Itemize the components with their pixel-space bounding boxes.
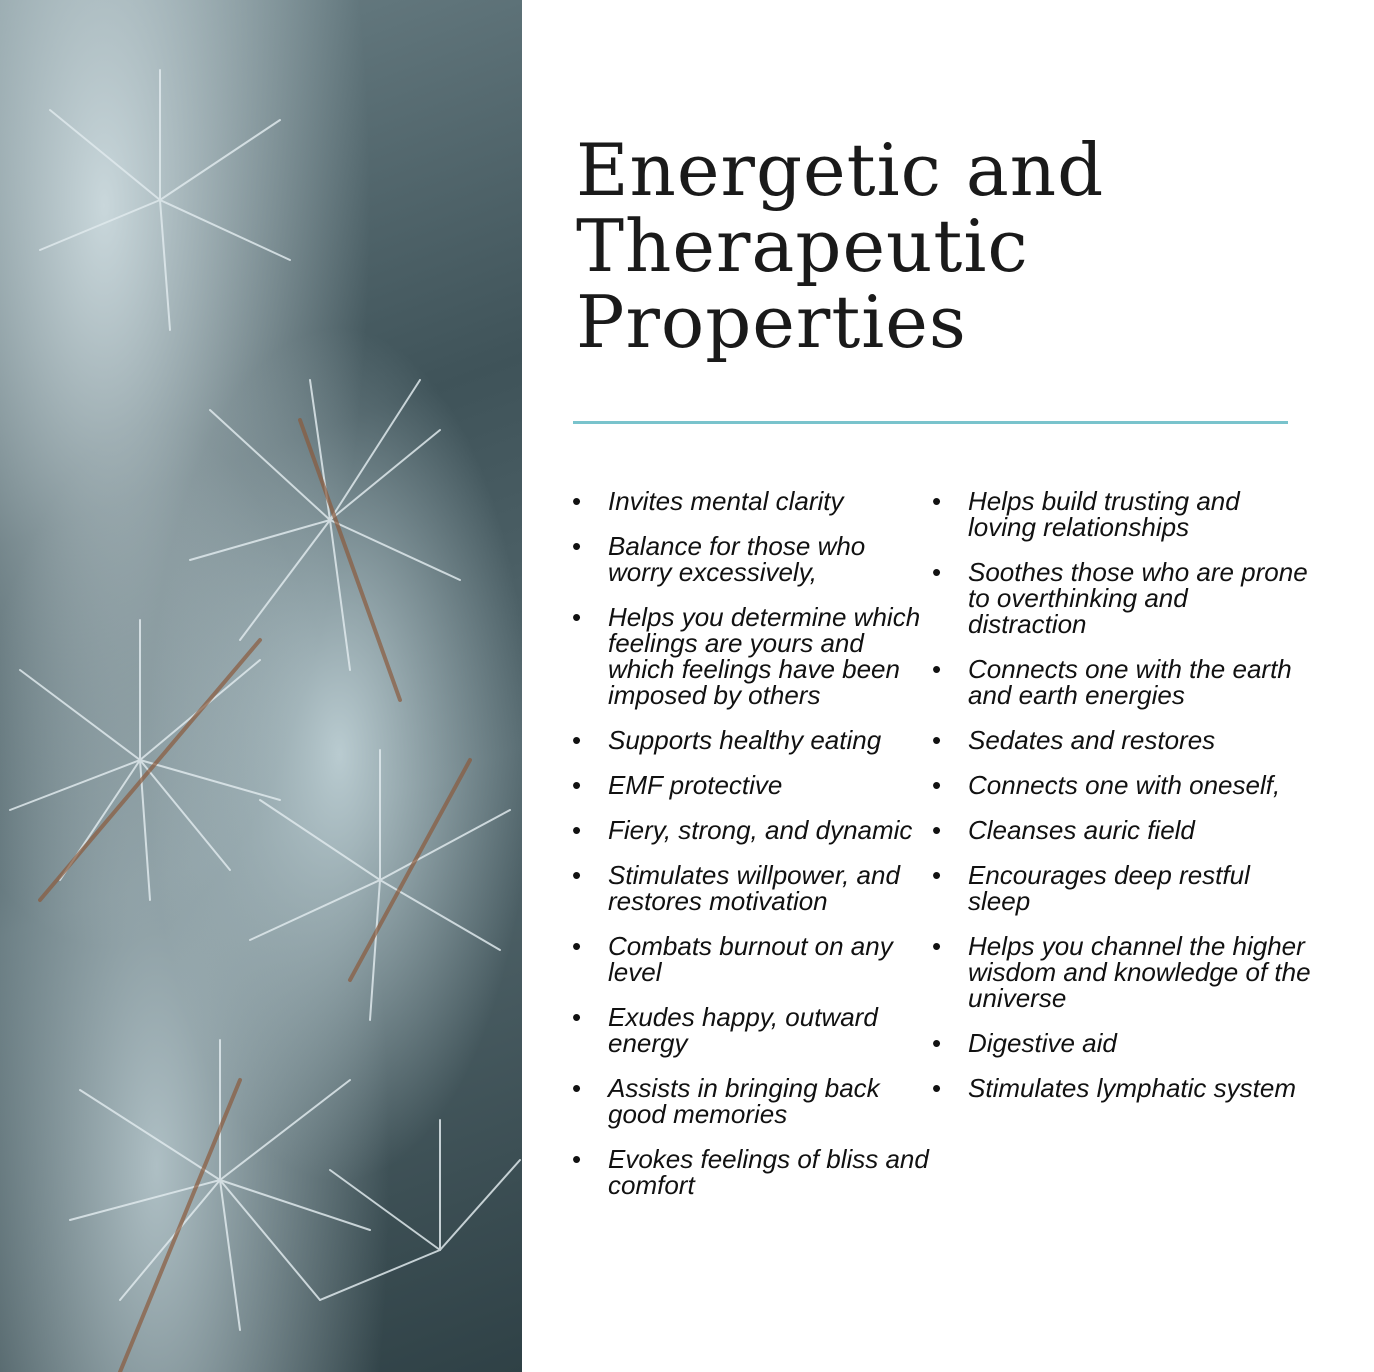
list-item: • Helps you channel the higher wisdom and knowledge of the universe <box>932 933 1312 1011</box>
list-item: • Encourages deep restful sleep <box>932 862 1312 914</box>
list-item: • Soothes those who are prone to overthinking and distraction <box>932 559 1312 637</box>
title-line-2: Therapeutic <box>576 204 1029 288</box>
spruce-photo <box>0 0 522 1372</box>
page-title <box>576 128 1296 364</box>
list-item: • Assists in bringing back good memories <box>572 1075 932 1127</box>
title-line-1: Energetic and <box>576 128 1105 212</box>
list-item: • Digestive aid <box>932 1030 1312 1056</box>
list-item: • EMF protective <box>572 772 932 798</box>
list-item: • Connects one with the earth and earth energies <box>932 656 1312 708</box>
list-item: • Connects one with oneself, <box>932 772 1312 798</box>
title-divider <box>573 421 1288 424</box>
list-item: • Helps you determine which feelings are yours and which feelings have been imposed by others <box>572 604 932 708</box>
properties-list-right <box>932 488 1312 1120</box>
list-item: • Fiery, strong, and dynamic <box>572 817 932 843</box>
list-item: • Supports healthy eating <box>572 727 932 753</box>
list-item: • Combats burnout on any level <box>572 933 932 985</box>
list-item: • Exudes happy, outward energy <box>572 1004 932 1056</box>
list-item: • Stimulates willpower, and restores motivation <box>572 862 932 914</box>
properties-list-left <box>572 488 932 1217</box>
list-item: • Helps build trusting and loving relationships <box>932 488 1312 540</box>
list-item: • Balance for those who worry excessively, <box>572 533 932 585</box>
list-item: • Sedates and restores <box>932 727 1312 753</box>
list-item: • Invites mental clarity <box>572 488 932 514</box>
list-item: • Evokes feelings of bliss and comfort <box>572 1146 932 1198</box>
list-item: • Cleanses auric field <box>932 817 1312 843</box>
list-item: • Stimulates lymphatic system <box>932 1075 1312 1101</box>
title-line-3: Properties <box>576 280 967 364</box>
spruce-needles-illustration <box>0 0 522 1372</box>
